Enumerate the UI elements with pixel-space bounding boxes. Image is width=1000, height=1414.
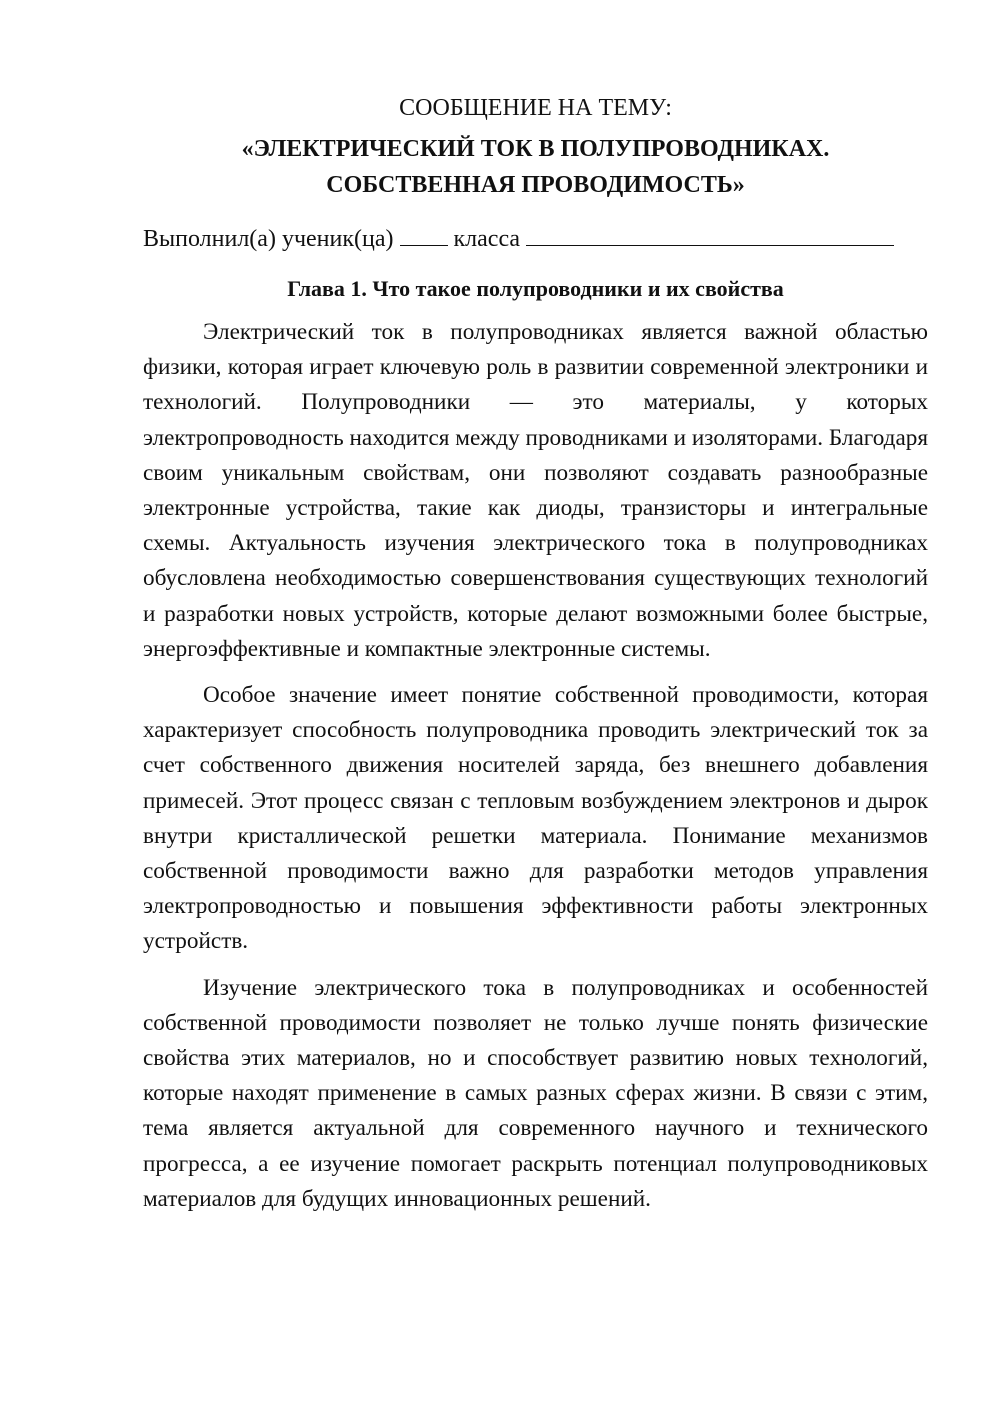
document-title-line-2: СОБСТВЕННАЯ ПРОВОДИМОСТЬ» <box>326 172 745 198</box>
paragraph-1: Электрический ток в полупроводниках является важной областью физики, которая играет ключевую роль в развитии современной электроники и технологий. Полупроводники — это материалы, у которых электропроводность находится между проводниками и изоляторами. Благодаря своим уникальным свойствам, они позволяют создавать разнообразные электронные устройства, такие как диоды, транзисторы и интегральные схемы. Актуальность изучения электрического тока в полупроводниках обусловлена необходимостью совершенствования существующих технологий и разработки новых устройств, которые делают возможными более быстрые, энергоэффективные и компактные электронные системы. <box>143 319 928 662</box>
document-title <box>143 131 928 203</box>
author-label: Выполнил(а) ученик(ца) <box>143 226 394 252</box>
document-heading: СООБЩЕНИЕ НА ТЕМУ: <box>399 95 672 121</box>
name-blank <box>526 221 894 246</box>
chapter-title: Глава 1. Что такое полупроводники и их свойства <box>287 276 784 301</box>
document-page <box>143 90 928 1228</box>
document-title-line-1: «ЭЛЕКТРИЧЕСКИЙ ТОК В ПОЛУПРОВОДНИКАХ. <box>241 136 830 162</box>
class-label: класса <box>453 226 521 252</box>
paragraph-2: Особое значение имеет понятие собственной проводимости, которая характеризует способность полупроводника проводить электрический ток за счет собственного движения носителей заряда, без внешнего добавления примесей. Этот процесс связан с тепловым возбуждением электронов и дырок внутри кристаллической решетки материала. Понимание механизмов собственной проводимости важно для разработки методов управления электропроводностью и повышения эффективности работы электронных устройств. <box>143 682 928 955</box>
grade-blank <box>400 221 448 246</box>
author-line <box>143 221 928 257</box>
paragraph-3: Изучение электрического тока в полупроводниках и особенностей собственной проводимости позволяет не только лучше понять физические свойства этих материалов, но и способствует развитию новых технологий, которые находят применение в самых разных сферах жизни. В связи с этим, тема является актуальной для современного научного и технического прогресса, а ее изучение помогает раскрыть потенциал полупроводниковых материалов для будущих инновационных решений. <box>143 974 928 1212</box>
